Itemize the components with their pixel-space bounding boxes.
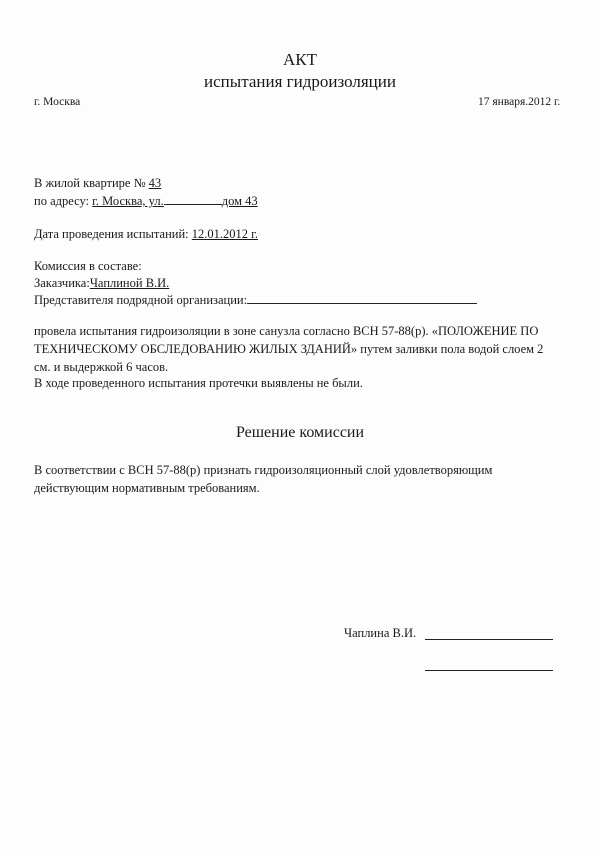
contractor-label: Представителя подрядной организации:: [34, 293, 248, 307]
test-date-value: 12.01.2012 г.: [191, 227, 258, 241]
apartment-line: [34, 176, 161, 191]
signature-line-1: [425, 639, 553, 640]
test-description: провела испытания гидроизоляции в зоне санузла согласно ВСН 57-88(р). «ПОЛОЖЕНИЕ ПО ТЕХНИЧЕСКОМУ ОБСЛЕДОВАНИЮ ЖИЛЫХ ЗДАНИЙ» путем заливки пола водой слоем 2 см. и выдержкой 6 часов.: [34, 324, 544, 374]
document-date: 17 января.2012 г.: [478, 96, 561, 108]
street-blank-line: [164, 193, 222, 205]
commission-label: Комиссия в составе:: [34, 259, 142, 273]
signature-name: Чаплина В.И.: [344, 626, 417, 640]
decision-text: В соответствии с ВСН 57-88(р) признать гидроизоляционный слой удовлетворяющим действующим нормативным требованиям.: [34, 463, 493, 495]
customer-value: Чаплиной В.И.: [89, 276, 170, 290]
address-value: г. Москва, ул.: [92, 194, 164, 208]
signature-line-2: [425, 670, 553, 671]
apartment-number: 43: [148, 176, 162, 190]
document-subtitle: испытания гидроизоляции: [204, 72, 396, 91]
address-line: [34, 193, 258, 209]
city-label: г. Москва: [34, 96, 81, 108]
test-result: В ходе проведенного испытания протечки выявлены не были.: [34, 376, 363, 390]
test-date-label: Дата проведения испытаний:: [34, 227, 189, 241]
document-title: АКТ: [283, 50, 317, 69]
address-label: по адресу:: [34, 194, 90, 208]
contractor-blank-line: [247, 292, 477, 304]
customer-label: Заказчика:: [34, 276, 90, 290]
apartment-label: В жилой квартире №: [34, 176, 146, 190]
contractor-line: [34, 292, 477, 308]
house-number: дом 43: [221, 194, 258, 208]
decision-heading: Решение комиссии: [235, 424, 365, 441]
customer-line: [34, 276, 169, 291]
test-date-line: [34, 227, 258, 242]
